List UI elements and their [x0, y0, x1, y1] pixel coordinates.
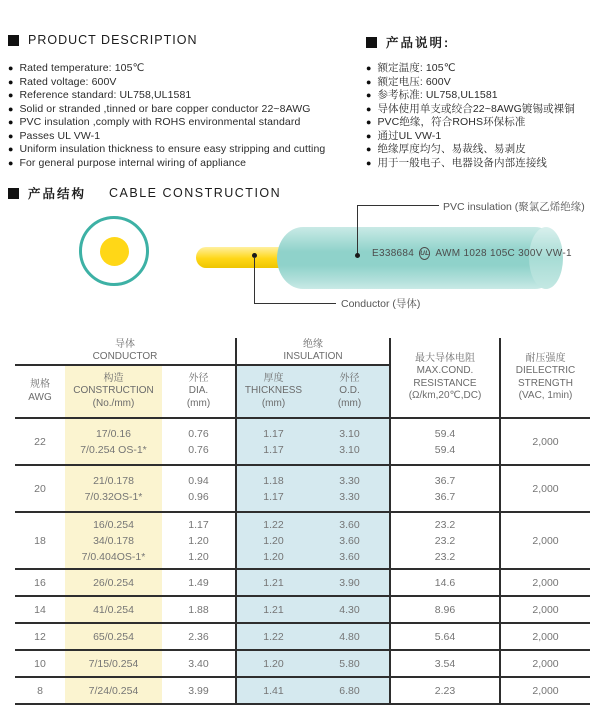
cable-construction-header [8, 184, 281, 202]
cable-print-text [372, 247, 572, 260]
bullet-icon: ● [8, 63, 14, 73]
cell-resistance: 14.6 [389, 570, 499, 595]
spec-table-body [15, 419, 590, 705]
cell-resistance: 2.23 [389, 678, 499, 703]
column-header-construction: 构造 CONSTRUCTION (No./mm) [65, 366, 162, 417]
cell-awg: 20 [34, 482, 46, 495]
bullet-icon: ● [8, 76, 14, 87]
bullet-text: For general purpose internal wiring of appliance [19, 156, 247, 169]
print-prefix: E338684 [372, 248, 415, 259]
bullet-text: Reference standard: UL758,UL1581 [19, 89, 192, 101]
cable-construction-title-cn: 产品结构 [28, 187, 87, 201]
conductor-label: Conductor (导体) [341, 298, 421, 310]
column-header-od: 外径 O.D. (mm) [310, 366, 389, 417]
bullet-icon: ● [8, 103, 14, 114]
cell-awg: 14 [34, 603, 46, 616]
bullet-item [8, 157, 325, 171]
cell-od: 3.30 3.30 [310, 466, 389, 511]
cell-resistance: 8.96 [389, 597, 499, 622]
cell-resistance: 5.64 [389, 624, 499, 649]
leader-dot [355, 253, 360, 258]
bullet-icon: ● [366, 90, 372, 100]
cell-awg: 22 [34, 435, 46, 448]
cell-construction: 16/0.254 34/0.178 7/0.404OS-1* [65, 513, 162, 568]
leader-line [357, 205, 358, 254]
cell-thickness: 1.20 [235, 651, 310, 676]
group-header-insulation: 绝缘 INSULATION [235, 338, 389, 366]
bullet-item [366, 143, 575, 157]
cell-thickness: 1.18 1.17 [235, 466, 310, 511]
cell-thickness: 1.21 [235, 597, 310, 622]
bullet-text: Solid or stranded ,tinned or bare copper conductor 22~8AWG [19, 102, 311, 115]
cell-od: 4.30 [310, 597, 389, 622]
cell-dia: 1.17 1.20 1.20 [188, 518, 209, 563]
cell-od: 3.90 [310, 570, 389, 595]
cell-resistance: 23.2 23.2 23.2 [389, 513, 499, 568]
cell-dielectric: 2,000 [499, 466, 590, 511]
cell-dia: 0.76 0.76 [188, 427, 209, 456]
leader-line [254, 257, 255, 303]
conductor-core-icon [100, 237, 129, 266]
cell-thickness: 1.17 1.17 [235, 419, 310, 464]
cell-thickness: 1.41 [235, 678, 310, 703]
spec-table [15, 338, 590, 705]
cell-dia: 1.88 [188, 603, 209, 616]
cell-dielectric: 2,000 [499, 570, 590, 595]
bullet-text: Uniform insulation thickness to ensure easy stripping and cutting [19, 143, 326, 155]
cell-dia: 0.94 0.96 [188, 474, 209, 503]
cell-construction: 17/0.16 7/0.254 OS-1* [65, 419, 162, 464]
cell-dielectric: 2,000 [499, 651, 590, 676]
cell-awg: 16 [34, 576, 46, 589]
bullet-text: 导体使用单支或绞合22~8AWG镀锡或裸铜 [377, 102, 575, 115]
cell-construction: 7/24/0.254 [65, 678, 162, 703]
cell-construction: 26/0.254 [65, 570, 162, 595]
bullet-icon: ● [366, 130, 372, 141]
cell-thickness: 1.22 [235, 624, 310, 649]
cell-thickness: 1.21 [235, 570, 310, 595]
bullet-text: 用于一般电子、电器设备内部连接线 [377, 156, 548, 169]
cell-od: 5.80 [310, 651, 389, 676]
bullet-text: 额定温度: 105℃ [377, 62, 456, 74]
product-description-cn-title: 产品说明: [386, 36, 451, 50]
cell-resistance: 36.7 36.7 [389, 466, 499, 511]
column-header-thickness: 厚度 THICKNESS (mm) [235, 366, 310, 417]
bullet-icon: ● [8, 157, 14, 168]
bullet-icon: ● [8, 90, 14, 100]
table-row [15, 678, 590, 705]
cell-dia: 3.40 [188, 657, 209, 670]
cell-od: 3.60 3.60 3.60 [310, 513, 389, 568]
bullet-icon: ● [366, 117, 372, 127]
cell-dielectric: 2,000 [499, 624, 590, 649]
group-header-conductor: 导体 CONDUCTOR [15, 338, 235, 366]
bullet-icon: ● [366, 76, 372, 87]
print-suffix: AWM 1028 105C 300V VW-1 [435, 248, 572, 259]
table-row [15, 570, 590, 597]
table-row [15, 419, 590, 466]
leader-line [357, 205, 439, 206]
bullet-text: 参考标准: UL758,UL1581 [377, 89, 498, 101]
bullet-text: Rated temperature: 105℃ [19, 62, 145, 74]
bullet-icon: ● [366, 63, 372, 73]
spec-table-header [15, 338, 590, 419]
bullet-item [366, 157, 575, 171]
cell-od: 6.80 [310, 678, 389, 703]
bullet-text: PVC绝缘，符合ROHS环保标准 [377, 116, 526, 128]
table-row [15, 466, 590, 513]
cell-awg: 18 [34, 534, 46, 547]
cell-dielectric: 2,000 [499, 597, 590, 622]
table-row [15, 624, 590, 651]
column-header-resistance: 最大导体电阻 MAX.COND. RESISTANCE (Ω/km,20℃,DC) [389, 338, 499, 417]
column-header-dia: 外径 DIA. (mm) [186, 372, 211, 409]
table-row [15, 597, 590, 624]
cell-od: 4.80 [310, 624, 389, 649]
cell-dia: 2.36 [188, 630, 209, 643]
table-row [15, 513, 590, 570]
cell-dielectric: 2,000 [499, 678, 590, 703]
cell-resistance: 3.54 [389, 651, 499, 676]
cell-dielectric: 2,000 [499, 513, 590, 568]
bullet-icon: ● [366, 157, 372, 168]
bullet-icon: ● [366, 144, 372, 154]
bullet-icon: ● [8, 144, 14, 154]
bullet-text: PVC insulation ,comply with ROHS environmental standard [19, 116, 301, 128]
bullet-icon: ● [8, 130, 14, 141]
column-header-awg: 规格 AWG [28, 379, 52, 403]
leader-line [254, 303, 336, 304]
table-row [15, 651, 590, 678]
bullet-item [8, 143, 325, 157]
cell-awg: 8 [37, 684, 43, 697]
cell-dielectric: 2,000 [499, 419, 590, 464]
cell-thickness: 1.22 1.20 1.20 [235, 513, 310, 568]
bullet-text: Passes UL VW-1 [19, 129, 101, 142]
bullet-text: 额定电压: 600V [377, 75, 451, 88]
bullet-text: 通过UL VW-1 [377, 129, 442, 142]
bullet-text: Rated voltage: 600V [19, 75, 117, 88]
cell-construction: 41/0.254 [65, 597, 162, 622]
cable-construction-title-en: CABLE CONSTRUCTION [109, 186, 282, 200]
cell-dia: 1.49 [188, 576, 209, 589]
bullet-text: 绝缘厚度均匀、易裁线、易剥皮 [377, 143, 526, 155]
cell-construction: 21/0.178 7/0.32OS-1* [65, 466, 162, 511]
cell-awg: 12 [34, 630, 46, 643]
cell-dia: 3.99 [188, 684, 209, 697]
cell-resistance: 59.4 59.4 [389, 419, 499, 464]
section-marker-icon [8, 188, 19, 199]
ul-mark-icon: UL [419, 247, 430, 260]
bullet-icon: ● [8, 117, 14, 127]
product-description-title: PRODUCT DESCRIPTION [28, 33, 198, 47]
cable-cross-section [79, 216, 149, 286]
pvc-insulation-label: PVC insulation (聚氯乙烯绝缘) [443, 201, 585, 213]
cell-awg: 10 [34, 657, 46, 670]
cell-construction: 7/15/0.254 [65, 651, 162, 676]
bullet-icon: ● [366, 103, 372, 114]
column-header-dielectric: 耐压强度 DIELECTRIC STRENGTH (VAC, 1min) [499, 338, 590, 417]
cell-od: 3.10 3.10 [310, 419, 389, 464]
cell-construction: 65/0.254 [65, 624, 162, 649]
